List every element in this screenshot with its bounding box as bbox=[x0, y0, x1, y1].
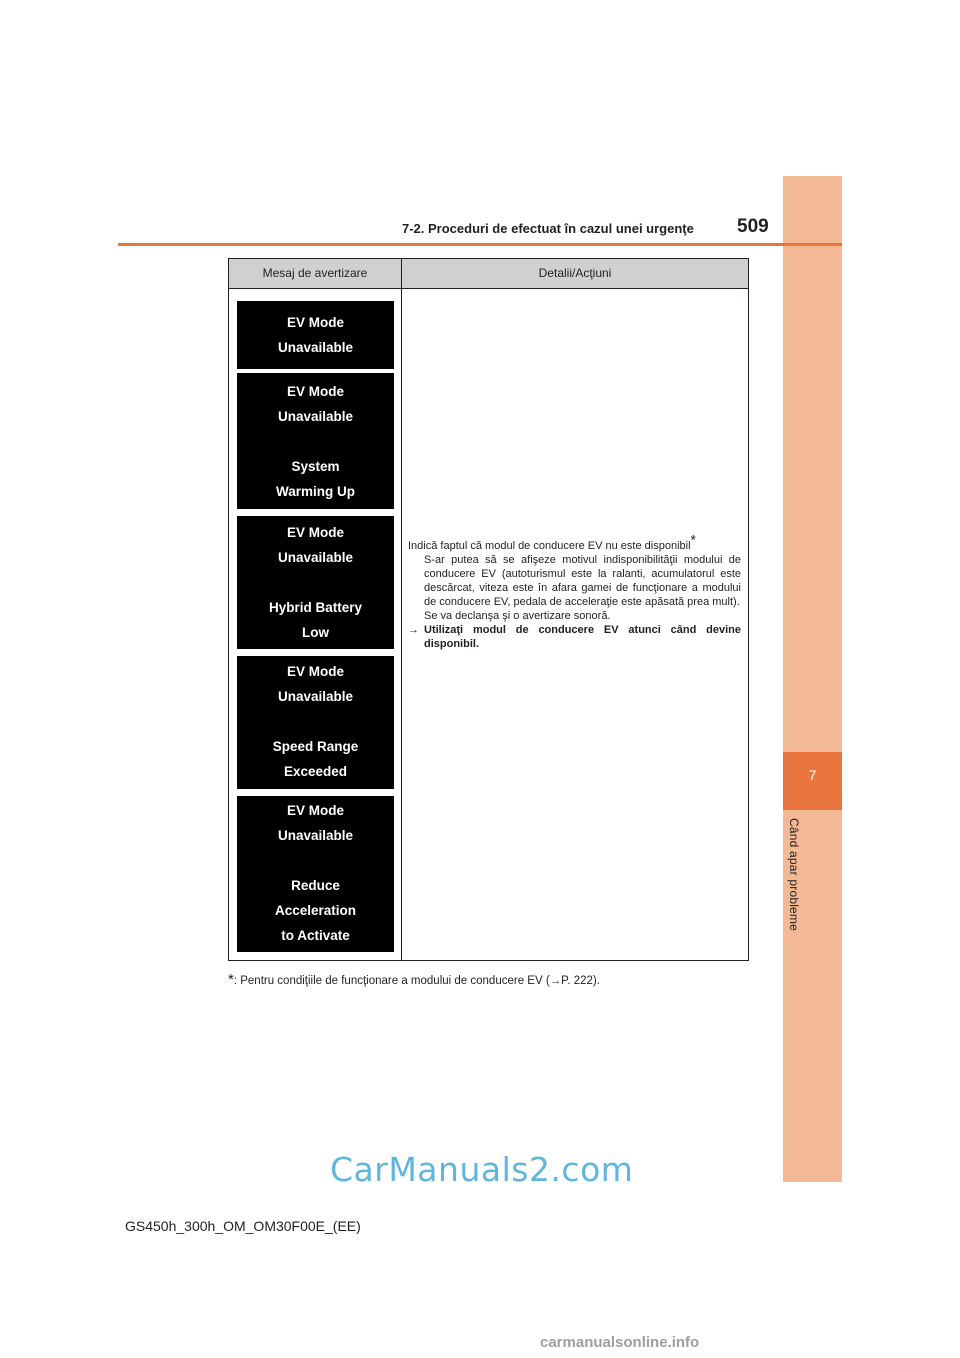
page-number: 509 bbox=[737, 216, 769, 237]
document-code: GS450h_300h_OM_OM30F00E_(EE) bbox=[125, 1218, 361, 1234]
display-line: EV Mode bbox=[286, 664, 344, 679]
details-cell bbox=[408, 531, 741, 651]
display-line: Unavailable bbox=[277, 409, 354, 424]
display-line: Speed Range bbox=[272, 739, 359, 754]
details-reason: S-ar putea să se afişeze motivul indisponibilităţii modului de conducere EV (autoturismul este la ralanti, acumulatorul este descărcat, viteza este în afara gamei de funcţionare a modului de conducere EV, pedala de acceleraţie este apăsată prea mult). bbox=[424, 554, 741, 608]
column-divider bbox=[401, 288, 402, 960]
column-header-message: Mesaj de avertizare bbox=[229, 259, 402, 288]
display-line: EV Mode bbox=[286, 525, 344, 540]
display-line: Unavailable bbox=[277, 689, 354, 704]
arrow-icon: → bbox=[408, 624, 419, 636]
display-hybrid-battery-low bbox=[237, 516, 394, 649]
display-line: EV Mode bbox=[286, 384, 344, 399]
display-system-warming-up bbox=[237, 373, 394, 509]
site-footer-text: carmanualsonline.info bbox=[540, 1334, 700, 1351]
display-line: Unavailable bbox=[277, 550, 354, 565]
section-title: 7-2. Proceduri de efectuat în cazul unei urgenţe bbox=[402, 221, 694, 236]
footnote-text: : Pentru condiţiile de funcţionare a modului de conducere EV (→P. 222). bbox=[233, 975, 600, 987]
display-ev-mode-unavailable bbox=[237, 301, 394, 369]
display-line: Hybrid Battery bbox=[268, 600, 363, 615]
display-line: System bbox=[291, 459, 340, 474]
display-line: Unavailable bbox=[277, 828, 354, 843]
display-line: Unavailable bbox=[277, 340, 354, 355]
footnote-star: * bbox=[228, 971, 234, 988]
display-reduce-acceleration bbox=[237, 796, 394, 952]
chapter-number: 7 bbox=[808, 767, 817, 783]
display-line: to Activate bbox=[281, 928, 350, 943]
display-line: Reduce bbox=[291, 878, 340, 893]
table-header-row bbox=[229, 259, 748, 289]
warning-message-table bbox=[228, 258, 749, 961]
details-intro: Indică faptul că modul de conducere EV nu este disponibil* bbox=[408, 531, 696, 552]
header-rule bbox=[118, 243, 842, 246]
action-text: Utilizaţi modul de conducere EV atunci când devine disponibil. bbox=[424, 624, 741, 650]
watermark-logo: CarManuals2.com bbox=[330, 1150, 634, 1189]
chapter-title: Când apar probleme bbox=[787, 818, 801, 932]
footnote-marker: * bbox=[690, 531, 696, 548]
details-action bbox=[408, 623, 741, 651]
display-line: Exceeded bbox=[283, 764, 348, 779]
chapter-side-tab bbox=[783, 176, 842, 1182]
display-speed-range-exceeded bbox=[237, 656, 394, 789]
details-buzzer: Se va declanşa şi o avertizare sonoră. bbox=[424, 610, 611, 622]
display-line: EV Mode bbox=[286, 803, 344, 818]
display-line: Warming Up bbox=[276, 484, 355, 499]
display-line: Low bbox=[302, 625, 329, 640]
display-line: EV Mode bbox=[286, 315, 344, 330]
display-line: Acceleration bbox=[274, 903, 357, 918]
footnote bbox=[228, 971, 600, 988]
column-header-details: Detalii/Acţiuni bbox=[538, 266, 612, 280]
